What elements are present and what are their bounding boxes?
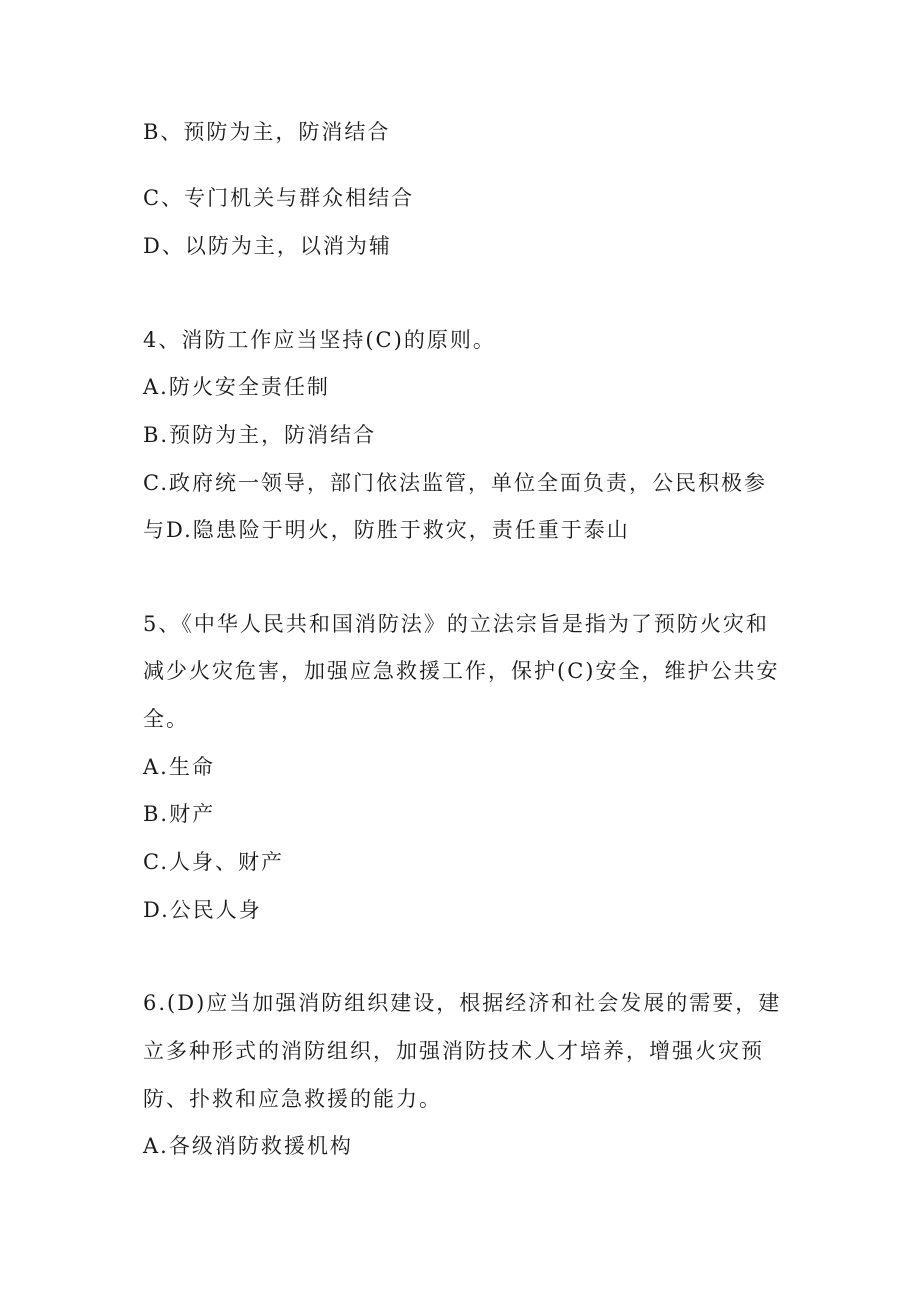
q5-stem-line-1: 5、《中华人民共和国消防法》的立法宗旨是指为了预防火灾和 (143, 612, 769, 636)
q5-option-d: D.公民人身 (143, 898, 262, 922)
q3-option-d: D、以防为主，以消为辅 (143, 234, 392, 258)
q4-stem: 4、消防工作应当坚持(C)的原则。 (143, 328, 496, 352)
q5-option-c: C.人身、财产 (143, 850, 284, 874)
q5-stem-line-2: 减少火灾危害，加强应急救援工作，保护(C)安全，维护公共安 (143, 659, 780, 683)
q4-option-c: C.政府统一领导，部门依法监管，单位全面负责，公民积极参 (143, 471, 767, 495)
q6-stem-line-1: 6.(D)应当加强消防组织建设，根据经济和社会发展的需要，建 (143, 991, 782, 1015)
q4-option-d: 与D.隐患险于明火，防胜于救灾，责任重于泰山 (143, 518, 630, 542)
q4-option-b: B.预防为主，防消结合 (143, 423, 377, 447)
q3-option-b: B、预防为主，防消结合 (143, 120, 391, 144)
q6-stem-line-3: 防、扑救和应急救援的能力。 (143, 1087, 442, 1111)
q4-option-a: A.防火安全责任制 (143, 375, 330, 399)
q6-stem-line-2: 立多种形式的消防组织，加强消防技术人才培养，增强火灾预 (143, 1039, 764, 1063)
q5-option-a: A.生命 (143, 755, 215, 779)
q3-option-c: C、专门机关与群众相结合 (143, 186, 415, 210)
q5-option-b: B.财产 (143, 802, 216, 826)
q6-option-a: A.各级消防救援机构 (143, 1134, 353, 1158)
q5-stem-line-3: 全。 (143, 707, 189, 731)
